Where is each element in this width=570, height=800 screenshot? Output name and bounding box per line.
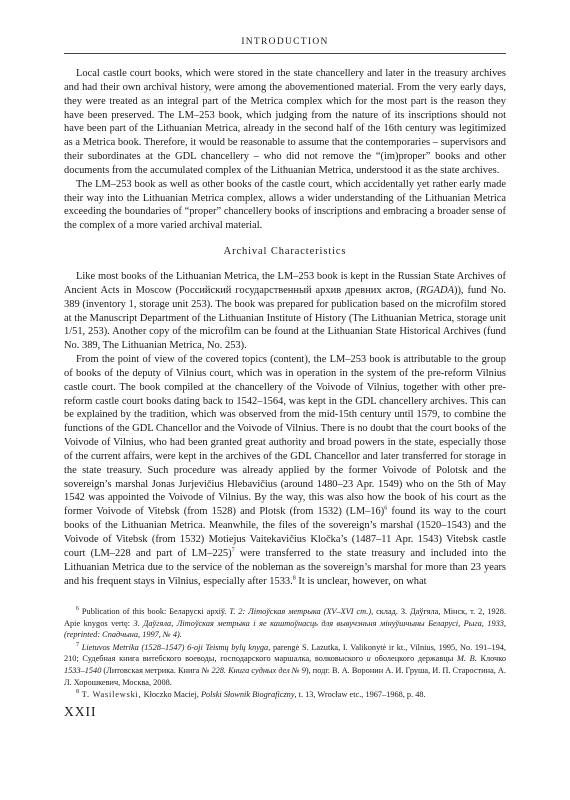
footnote-8: $^8$ T. Wasilewski, Kłoczko Maciej, Polski Słownik Biograficzny, t. 13, Wrocław etc., 1967–1968, p. 48.: [76, 689, 426, 700]
footnote-7: $^7$ Lietuvos Metrika (1528–1547) 6-oji Teismų bylų knyga, parengė S. Lazutka, I. Valikonytė ir kt., Vilnius, 1995, No. 191–194, 210; Судебная книга витебского воеводы, господарского маршалка, волковыского и оболецкого державцы М. В. Клочко 1533–1540 (Литовская метрика. Книга № 228. Книга судных дел № 9), подг. В. А. Воронин А. И. Груша, И. П. Старостина, А. Л. Хорошкевич, Москва, 2008.: [64, 642, 507, 687]
paragraph-2: The LM–253 book as well as other books of the castle court, which accidentally yet rather early made their way into the Lithuanian Metrica complex, allows a wider understanding of the Lithuanian Metrica exceeding the boundaries of “proper” chancellery books of inscriptions and embracing a broader sense of the complex of a more varied archival material.: [64, 178, 506, 232]
header-rule: [64, 53, 506, 54]
paragraph-3: Like most books of the Lithuanian Metrica, the LM–253 book is kept in the Russian State Archives of Ancient Acts in Moscow (Российский государственный архив древних актов, (RGADA)), fund No. 389 (inventory 1, storage unit 253). The book was prepared for publication based on the microfilm stored at the Manuscript Department of the Lithuanian Institute of History (The Lithuanian Metrica, storage unit 1/51, 253). Another copy of the microfilm can be found at the Lithuanian State Historical Archives (fund No. 389, The Lithuanian Metrica, No. 253).: [64, 270, 506, 352]
main-text: [64, 67, 506, 588]
running-head: INTRODUCTION: [241, 37, 329, 47]
paragraph-4: From the point of view of the covered topics (content), the LM–253 book is attributable to the group of books of the deputy of Vilnius court, which was in operation in the system of the pre-reform Vilnius castle court. The book compiled at the chancellery of the Voivode of Vilnius, together with other pre-reform castle court books dating back to 1542–1564, was kept in the GDL chancellery archives. This can be explained by the tradition, which was observed from the mid-15th century until 1579, to combine the functions of the GDL Chancellor and the Voivode of Vilnius. There is no doubt that the court books of the Voivode of Vilnius, who had been granted great authority and broad powers in the state, especially those of the current affairs, were kept in the archives of the GDL Chancellor and later transferred for storage in the state treasury. Such procedure was already applied by the former Voivode of Polotsk and the sovereign’s marshal Jonas Jurjevičius Hlebavičius (around 1480–23 Apr. 1549) who on the 5th of May 1542 was appointed the Voivode of Vilnius. By the way, this was also how the book of his court as the former Voivode of Vitebsk (from 1528) and Plotsk (from 1532) $(LM-16)^6$ found its way to the court books of the Lithuanian Metrica. Meanwhile, the files of the sovereign’s marshal (1520–1543) and the Voivode of Vitebsk (from 1532) Motiejus Vaitekavičius Kločka’s (1487–11 Apr. 1543) Vitebsk castle court (LM–228 and part of LM–225)$^7$ were transferred to the state treasury and included into the Lithuanian Metrica due to the service of the nobleman as the sovereign’s marshal for more than 23 years and his frequent stays in Vilnius, especially after 1533.$^8$ It is unclear, however, on what: [64, 354, 507, 587]
footnote-ref-7[interactable]: 7: [231, 547, 235, 554]
footnote-6: $^6$ Publication of this book: Беларускі архіў. Т. 2: Літоўская метрыка (XV–XVI ст.), склад. З. Даўгяла, Мінск, т. 2, 1928. Apie knygos vertę: З. Даўгяла, Літоўская метрыка і яе каштоўнасць для вывучэньня мінуўшчыны Беларусі, Рыга, 1933, (reprinted: Спадчына, 1997, № 4).: [64, 606, 507, 640]
footnotes: [64, 606, 506, 702]
paragraph-1: Local castle court books, which were stored in the state chancellery and later in the treasury archives and had their own archival history, were among the abovementioned material. From the very early days, they were treated as an integral part of the Metrica complex which for the most part is the reason they have been preserved. The LM–253 book, which judging from the nature of its inscriptions should not have been part of the Lithuanian Metrica, already in the second half of the 16th century was legitimized as a Metrica book. Therefore, it would be reasonable to assume that the contemporaries – supervisors and their subordinates at the GDL chancellery – who did not remove the “(im)proper” books and other documents from the accumulated complex of the Lithuanian Metrica, understood it as the state archives.: [64, 68, 506, 176]
section-title: Archival Characteristics: [223, 246, 347, 258]
footnote-ref-6[interactable]: 6: [384, 505, 388, 512]
page-number: XXII: [64, 704, 97, 719]
footnote-ref-8[interactable]: 8: [292, 575, 296, 582]
